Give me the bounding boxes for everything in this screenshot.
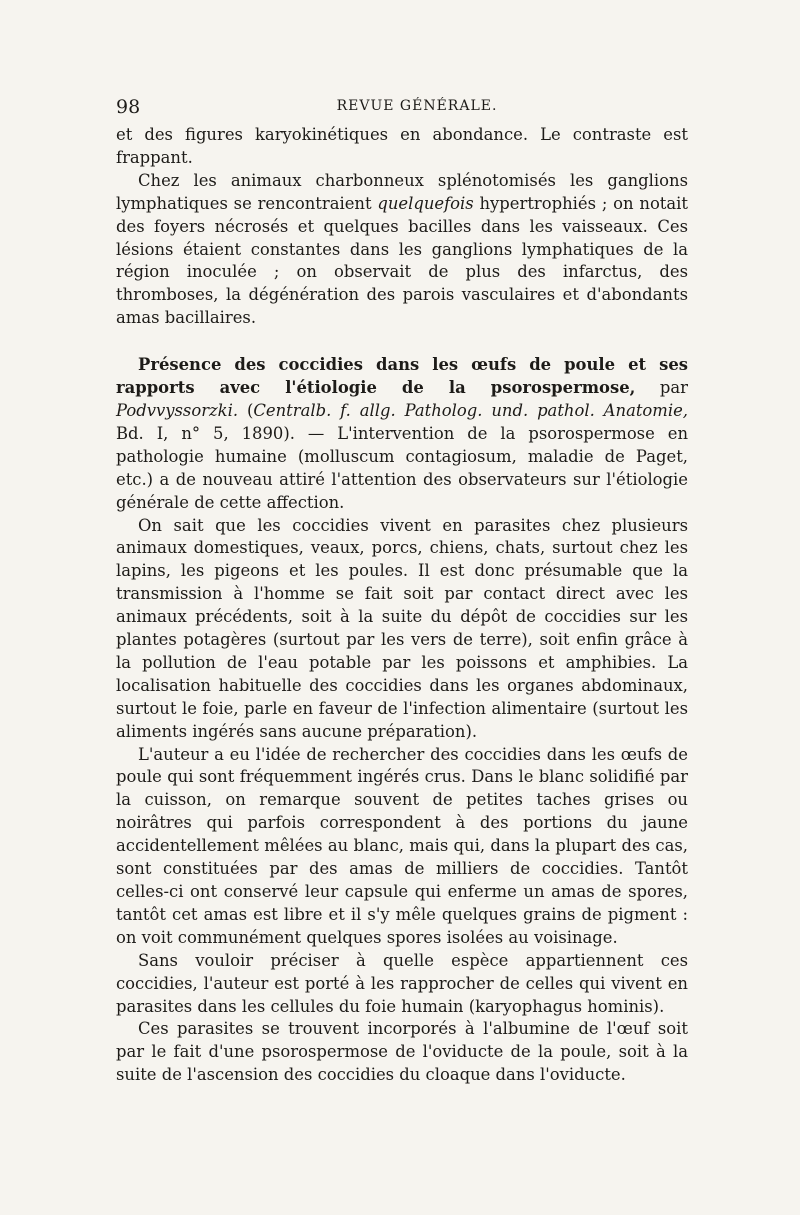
paragraph-transmission: On sait que les coccidies vivent en parasites chez plusieurs animaux domestiques, veaux, porcs, chiens, chats, surtout chez les lapins, les pigeons et les poules. Il est donc présumable que la transmission à l'homme se fait soit par contact direct avec les animaux précédents, soit à la suite du dépôt de coccidies sur les plantes potagères (surtout par les vers de terre), soit enfin grâce à la pollution de l'eau potable par les poissons et amphibies. La localisation habituelle des coccidies dans les organes abdominaux, surtout le foie, parle en faveur de l'infection alimentaire (surtout les aliments ingérés sans aucune préparation). <box>116 515 688 741</box>
paragraph-species: Sans vouloir préciser à quelle espèce appartiennent ces coccidies, l'auteur est porté à les rapprocher de celles qui vivent en parasites dans les cellules du foie humain (karyophagus hominis). <box>116 950 688 1016</box>
section-ref-text: Bd. I, n° 5, 1890). — L'intervention de la psorospermose en pathologie humaine (molluscum contagiosum, maladie de Paget, etc.) a de nouveau attiré l'attention des observateurs sur l'étiologie générale de cette affection. <box>116 423 688 512</box>
section-ref-open: ( <box>238 400 254 420</box>
paragraph-text: hypertrophiés ; on notait des foyers nécrosés et quelques bacilles dans les vaisseaux. Ces lésions étaient constantes dans les ganglions lymphatiques de la région inoculée ; on observait de plus des infarctus, des thromboses, la dégénération des parois vasculaires et d'abondants amas bacillaires. <box>116 193 688 328</box>
section-author: Podvvyssorzki. <box>116 400 239 420</box>
paragraph-text: Chez les animaux charbonneux splénotomisés les ganglions lymphatiques se rencontraient <box>116 170 688 213</box>
page-header <box>116 96 688 124</box>
running-title: REVUE GÉNÉRALE. <box>336 98 498 114</box>
paragraph-continuation: et des figures karyokinétiques en abondance. Le contraste est frappant. <box>116 125 688 167</box>
paragraph-splenotomy <box>116 170 688 330</box>
book-page <box>116 96 688 1087</box>
body-text <box>116 124 688 1087</box>
section-journal: Centralb. f. allg. Patholog. und. pathol. Anatomie, <box>253 400 688 420</box>
section-coccidies <box>116 354 688 514</box>
section-title: Présence des coccidies dans les œufs de poule et ses rapports avec l'étiologie de la psorospermose, <box>116 355 688 398</box>
section-connector: par <box>635 378 688 398</box>
paragraph-eggs: L'auteur a eu l'idée de rechercher des coccidies dans les œufs de poule qui sont fréquemment ingérés crus. Dans le blanc solidifié par la cuisson, on remarque souvent de petites taches grises ou noirâtres qui parfois correspondent à des portions du jaune accidentellement mêlées au blanc, mais qui, dans la plupart des cas, sont constituées par des amas de milliers de coccidies. Tantôt celles-ci ont conservé leur capsule qui enferme un amas de spores, tantôt cet amas est libre et il s'y mêle quelques grains de pigment : on voit communément quelques spores isolées au voisinage. <box>116 744 688 947</box>
emphasis-text: quelquefois <box>377 193 474 213</box>
paragraph-origin: Ces parasites se trouvent incorporés à l'albumine de l'œuf soit par le fait d'une psorospermose de l'oviducte de la poule, soit à la suite de l'ascension des coccidies du cloaque dans l'oviducte. <box>116 1019 688 1085</box>
page-number: 98 <box>116 96 141 118</box>
